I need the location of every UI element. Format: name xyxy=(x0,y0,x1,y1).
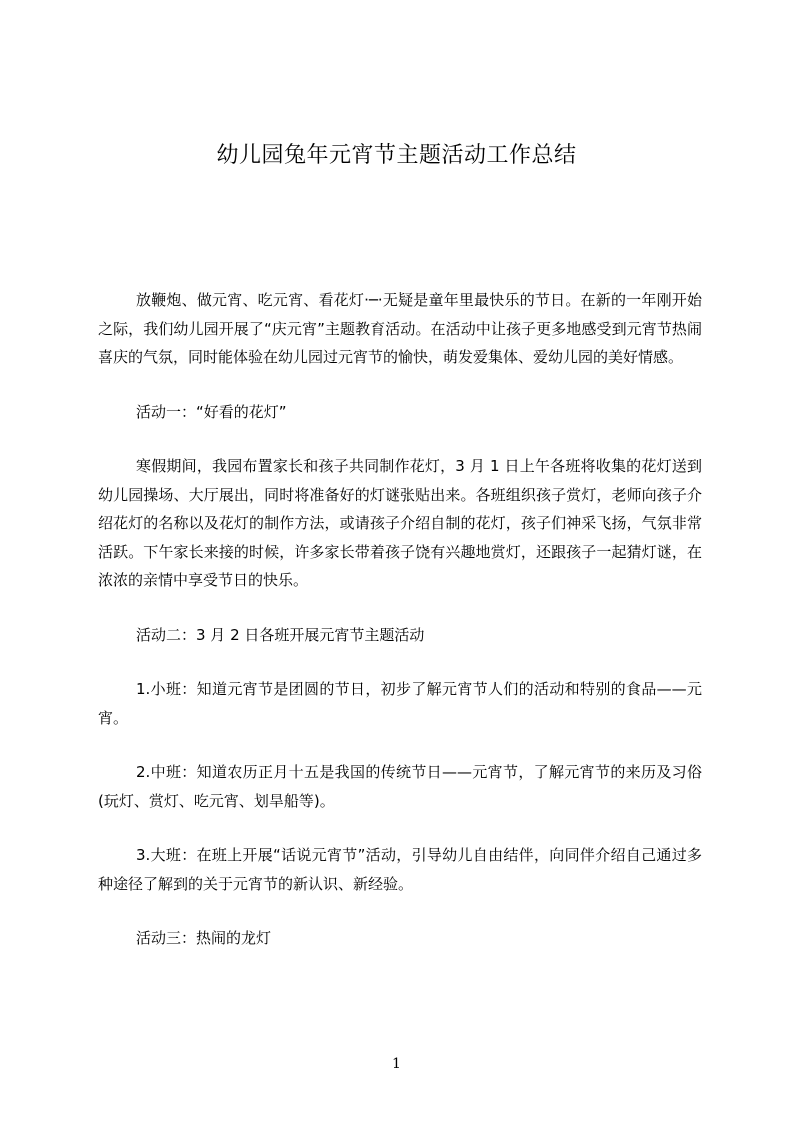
activity-two-heading: 活动二：3 月 2 日各班开展元宵节主题活动 xyxy=(136,625,425,644)
activity-one-heading: 活动一：“好看的花灯” xyxy=(136,402,287,421)
activity-one-paragraph: 寒假期间，我园布置家长和孩子共同制作花灯，3 月 1 日上午各班将收集的花灯送到幼儿园操场、大厅展出，同时将准备好的灯谜张贴出来。各班组织孩子赏灯，老师向孩子介绍花灯的名称以及花灯的制作方法，或请孩子介绍自制的花灯，孩子们神采飞扬，气氛非常活跃。下午家长来接的时候，许多家长带着孩子饶有兴趣地赏灯，还跟孩子一起猜灯谜，在浓浓的亲情中享受节日的快乐。 xyxy=(98,457,702,589)
document-body xyxy=(98,286,702,953)
middle-class-paragraph: 2.中班：知道农历正月十五是我国的传统节日——元宵节，了解元宵节的来历及习俗(玩灯、赏灯、吃元宵、划旱船等)。 xyxy=(98,763,702,810)
large-class-paragraph: 3.大班：在班上开展“话说元宵节”活动，引导幼儿自由结伴，向同伴介绍自己通过多种途径了解到的关于元宵节的新认识、新经验。 xyxy=(98,846,702,893)
document-title: 幼儿园兔年元宵节主题活动工作总结 xyxy=(216,143,577,168)
intro-paragraph: 放鞭炮、做元宵、吃元宵、看花灯·─·无疑是童年里最快乐的节日。在新的一年刚开始之际，我们幼儿园开展了“庆元宵”主题教育活动。在活动中让孩子更多地感受到元宵节热闹喜庆的气氛，同时能体验在幼儿园过元宵节的愉快，萌发爱集体、爱幼儿园的美好情感。 xyxy=(98,291,702,366)
small-class-paragraph: 1.小班：知道元宵节是团圆的节日，初步了解元宵节人们的活动和特别的食品——元宵。 xyxy=(98,680,702,727)
activity-three-heading: 活动三：热闹的龙灯 xyxy=(136,929,272,947)
page-number: 1 xyxy=(392,1056,401,1072)
